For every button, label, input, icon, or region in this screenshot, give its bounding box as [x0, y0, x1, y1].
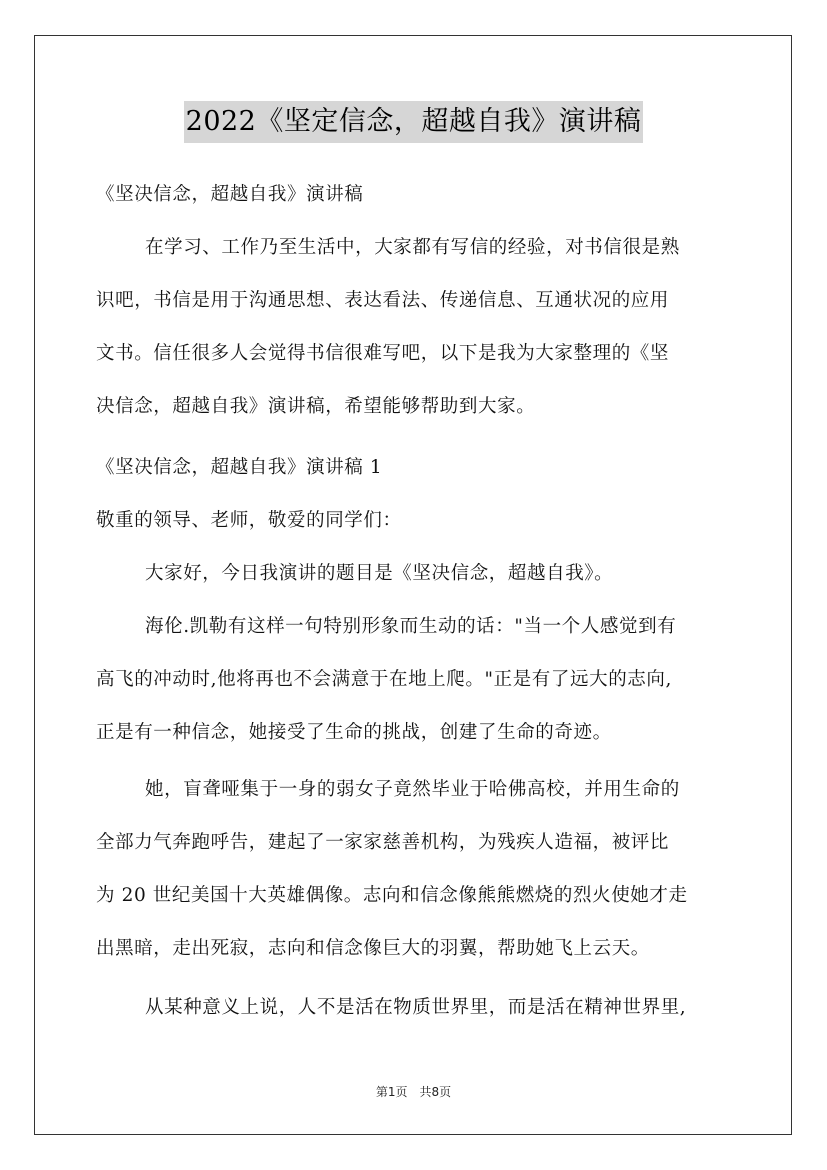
paragraph-line: 高飞的冲动时,他将再也不会满意于在地上爬。"正是有了远大的志向,: [96, 669, 672, 690]
subtitle: 《坚决信念，超越自我》演讲稿: [96, 184, 364, 205]
paragraph-line: 出黑暗，走出死寂，志向和信念像巨大的羽翼，帮助她飞上云天。: [96, 938, 650, 959]
section-heading: 《坚决信念，超越自我》演讲稿 1: [96, 457, 383, 478]
paragraph-line: 她，盲聋哑集于一身的弱女子竟然毕业于哈佛高校，并用生命的: [145, 779, 680, 800]
document-title: 2022《坚定信念，超越自我》演讲稿: [184, 101, 644, 143]
paragraph-line: 海伦.凯勒有这样一句特别形象而生动的话："当一个人感觉到有: [145, 616, 677, 637]
paragraph-line: 全部力气奔跑呼告，建起了一家家慈善机构，为残疾人造福，被评比: [96, 832, 670, 853]
greeting: 大家好，今日我演讲的题目是《坚决信念，超越自我》。: [145, 563, 614, 584]
paragraph-line: 从某种意义上说，人不是活在物质世界里，而是活在精神世界里,: [145, 997, 687, 1018]
title-container: [0, 101, 827, 143]
intro-line: 决信念，超越自我》演讲稿，希望能够帮助到大家。: [96, 396, 536, 417]
intro-line: 文书。信任很多人会觉得书信很难写吧，以下是我为大家整理的《坚: [96, 343, 670, 364]
salutation: 敬重的领导、老师，敬爱的同学们：: [96, 510, 402, 531]
page-number-footer: 第1页 共8页: [375, 1085, 452, 1099]
paragraph-line: 正是有一种信念，她接受了生命的挑战，创建了生命的奇迹。: [96, 722, 612, 743]
paragraph-line: 为 20 世纪美国十大英雄偶像。志向和信念像熊熊燃烧的烈火使她才走: [96, 885, 688, 906]
intro-line: 识吧，书信是用于沟通思想、表达看法、传递信息、互通状况的应用: [96, 290, 670, 311]
intro-line: 在学习、工作乃至生活中，大家都有写信的经验，对书信很是熟: [145, 237, 680, 258]
